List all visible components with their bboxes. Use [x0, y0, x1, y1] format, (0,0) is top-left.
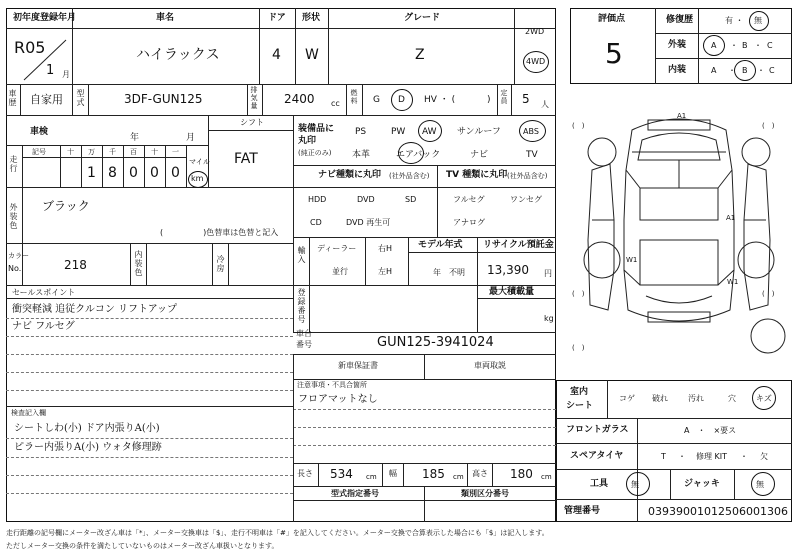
divider — [6, 354, 293, 355]
lbl-equip-sub: (純正のみ) — [298, 149, 332, 157]
mileage-col: 一 — [172, 148, 179, 156]
divider — [88, 84, 89, 115]
lbl-model-year: モデル年式 — [418, 240, 463, 250]
divider — [6, 457, 293, 458]
lbl-registration: 登録番号 — [297, 288, 306, 324]
divider — [655, 58, 792, 59]
divider — [247, 84, 248, 115]
divider — [293, 427, 556, 428]
lbl-class-no: 類別区分番号 — [461, 489, 509, 498]
divider — [556, 469, 792, 470]
insp-note-2: ピラー内張りA(小) ウォタ修理跡 — [14, 442, 162, 453]
lbl-model: 型式 — [76, 89, 85, 107]
reg-era: R05 — [14, 38, 46, 57]
lbl-height: 高さ — [472, 469, 488, 478]
score: 5 — [605, 37, 623, 70]
mark-right: A1 — [726, 214, 736, 222]
doors: 4 — [272, 47, 281, 63]
divider — [6, 28, 556, 29]
lbl-max-load: 最大積載量 — [489, 287, 535, 297]
spare-t: T — [661, 452, 666, 461]
divider — [6, 406, 293, 407]
divider — [6, 318, 293, 319]
windshield: A ・ ×要ス — [684, 426, 737, 435]
equip-leather: 本革 — [352, 150, 371, 160]
seat-opt: キズ — [756, 394, 772, 403]
hdr-door: ドア — [268, 13, 286, 23]
displacement: 2400 — [284, 92, 315, 106]
svg-text:( ): ( ) — [762, 122, 775, 130]
sales-point-2: ナビ フルセグ — [12, 321, 75, 332]
lbl-inspection-notes: 検査記入欄 — [11, 409, 46, 417]
divider — [165, 145, 166, 187]
lbl-mile: マイル — [189, 158, 210, 166]
tv-fullseg: フルセグ — [453, 195, 485, 204]
grade: Z — [415, 47, 425, 63]
lbl-right-h: 右H — [378, 244, 393, 253]
divider — [328, 8, 329, 84]
fuel-hv: HV ・ ( — [424, 95, 456, 105]
svg-text:( ): ( ) — [572, 122, 585, 130]
divider — [556, 443, 792, 444]
divider — [81, 145, 82, 187]
lbl-fuel: 燃料 — [350, 89, 358, 105]
fuel-d: D — [398, 95, 405, 105]
divider — [492, 463, 493, 486]
equip-sunroof: サンルーフ — [457, 127, 501, 137]
lbl-warranty: 新車保証書 — [338, 361, 378, 370]
chassis: GUN125-3941024 — [377, 335, 494, 350]
jack: 無 — [756, 480, 764, 489]
insp-note-1: シートしわ(小) ドア内張りA(小) — [14, 423, 160, 434]
repair-yes: 有 ・ — [725, 16, 744, 25]
lbl-recycle: リサイクル預託金 — [483, 240, 554, 250]
color-no: 218 — [64, 258, 87, 272]
spare-missing: 欠 — [760, 452, 768, 461]
lbl-interior-seat: 室内 — [570, 387, 589, 397]
hdr-car-name: 車名 — [156, 13, 175, 23]
lbl-mileage: 走行 — [9, 155, 18, 173]
divider — [146, 243, 147, 285]
divider — [477, 237, 478, 285]
width: 185 — [422, 467, 445, 481]
divider — [437, 165, 438, 237]
kg-unit: kg — [544, 314, 554, 323]
lbl-shift: シフト — [240, 118, 264, 127]
divider — [497, 84, 498, 115]
nav-dvd: DVD — [357, 195, 375, 204]
lbl-repair: 修復歴 — [666, 15, 694, 25]
divider — [208, 115, 209, 187]
fuel-close: ) — [487, 95, 491, 105]
sep: ・ — [730, 41, 738, 50]
equip-aw: AW — [422, 127, 437, 137]
divider — [607, 380, 608, 418]
divider — [655, 8, 656, 84]
usage: 自家用 — [30, 93, 63, 106]
divider — [293, 237, 556, 238]
lbl-usage: 車歴 — [8, 89, 17, 107]
footer-note-1: 走行距離の記号欄にメーター改ざん車は「*」、メーター交換車は「$」、走行不明車は「#」を記入してください。メーター交換で合算表示した場合にも「$」は記入します。 — [6, 529, 549, 537]
interior-c: C — [769, 66, 775, 75]
divider — [6, 298, 293, 299]
mileage-col-sign: 記号 — [32, 148, 46, 156]
lbl-nav-type: ナビ種類に丸印 — [318, 170, 382, 180]
lbl-color-no: カラー — [8, 252, 29, 260]
mileage-digit: 0 — [129, 165, 138, 181]
reg-month: 1 — [46, 63, 55, 78]
lbl-equip: 装備品に — [298, 124, 335, 134]
lbl-capacity: 定員 — [500, 89, 508, 105]
cm-unit: cm — [366, 473, 377, 481]
divider — [186, 145, 187, 187]
svg-text:( ): ( ) — [572, 290, 585, 298]
divider — [309, 285, 310, 332]
divider — [637, 418, 638, 522]
svg-text:( ): ( ) — [572, 344, 585, 352]
divider — [293, 165, 556, 166]
mileage-digit: 0 — [171, 165, 180, 181]
divider — [655, 33, 792, 34]
divider — [477, 298, 556, 299]
exterior-b: B — [742, 41, 748, 50]
divider — [293, 409, 556, 410]
drive-4wd: 4WD — [526, 57, 546, 66]
divider — [102, 145, 103, 187]
divider — [293, 463, 556, 464]
mark-fl-wheel: W1 — [626, 256, 638, 264]
divider — [212, 243, 213, 285]
lbl-interior: 内装 — [668, 65, 687, 75]
mileage-digit: 1 — [87, 165, 96, 181]
interior-a: A — [711, 66, 717, 75]
car-damage-diagram — [562, 100, 796, 376]
lbl-control-no: 管理番号 — [564, 506, 601, 516]
divider — [424, 354, 425, 379]
lbl-spare: スペアタイヤ — [570, 451, 624, 461]
divider — [6, 372, 293, 373]
divider — [6, 285, 556, 286]
equip-ps: PS — [355, 127, 367, 137]
lbl-cooler: 冷房 — [216, 255, 225, 273]
mileage-digit: 8 — [108, 165, 117, 181]
divider — [6, 390, 293, 391]
divider — [382, 463, 383, 486]
sales-point-1: 衝突軽減 追従クルコン リフトアップ — [12, 304, 178, 315]
lbl-sales-points: セールスポイント — [12, 288, 76, 297]
divider — [22, 187, 23, 243]
mileage-col: 百 — [130, 148, 137, 156]
shape: W — [305, 47, 319, 63]
capacity: 5 — [522, 92, 530, 106]
divider — [408, 237, 409, 285]
sep: ・ — [678, 452, 686, 461]
divider — [403, 463, 404, 486]
divider — [293, 354, 294, 522]
sep: ・ — [740, 452, 748, 461]
exterior-c: C — [767, 41, 773, 50]
equip-tv: TV — [526, 150, 538, 160]
divider — [514, 8, 515, 84]
model: 3DF-GUN125 — [124, 92, 203, 106]
hdr-grade: グレード — [404, 13, 441, 23]
lbl-chassis-2: 番号 — [296, 340, 312, 349]
lbl-windshield: フロントガラス — [566, 425, 629, 435]
divider — [6, 475, 293, 476]
divider — [6, 115, 556, 116]
divider — [318, 463, 319, 486]
lbl-length: 長さ — [297, 469, 313, 478]
lbl-left-h: 左H — [378, 267, 393, 276]
lbl-interior-seat-2: シート — [566, 401, 594, 411]
lbl-jack: ジャッキ — [684, 479, 720, 489]
lbl-color-no-2: No. — [8, 264, 22, 273]
divider — [293, 500, 556, 501]
lbl-dealer: ディーラー — [317, 244, 357, 253]
seat-opt: 汚れ — [688, 394, 704, 403]
recycle: 13,390 — [487, 263, 529, 277]
sep: ・ — [754, 41, 762, 50]
divider — [20, 84, 21, 115]
lbl-score: 評価点 — [598, 14, 626, 24]
divider — [259, 8, 260, 84]
seat-opt: 穴 — [728, 394, 736, 403]
divider — [698, 8, 699, 84]
divider — [408, 252, 556, 253]
lbl-notes: 注意事項・不具合箇所 — [297, 381, 367, 389]
divider — [208, 130, 293, 131]
color-note: ( )色替車は色替と記入 — [160, 228, 279, 237]
divider — [130, 243, 131, 285]
hdr-first-reg: 初年度登録年月 — [13, 13, 77, 23]
cc-unit: cc — [331, 99, 340, 108]
svg-text:( ): ( ) — [762, 290, 775, 298]
mark-fr-wheel: W1 — [727, 278, 739, 286]
divider — [293, 445, 556, 446]
mileage-digit: 0 — [150, 165, 159, 181]
divider — [556, 499, 792, 500]
divider — [60, 145, 61, 187]
cm-unit: cm — [541, 473, 552, 481]
lbl-tools: 工具 — [590, 479, 609, 489]
tv-analog: アナログ — [453, 218, 485, 227]
divider — [309, 237, 310, 285]
divider — [22, 157, 186, 158]
divider — [72, 84, 73, 115]
divider — [365, 237, 366, 285]
divider — [262, 84, 263, 115]
seat-opt: コゲ — [619, 394, 635, 403]
nav-cd: CD — [310, 218, 322, 227]
repair-no: 無 — [754, 16, 762, 25]
sep: ・ — [757, 66, 765, 75]
hdr-shape: 形状 — [302, 13, 321, 23]
lbl-width: 幅 — [389, 469, 397, 478]
length: 534 — [330, 467, 353, 481]
height: 180 — [510, 467, 533, 481]
divider — [362, 84, 363, 115]
lbl-nav-sub: (社外品含む) — [389, 172, 430, 180]
divider — [123, 145, 124, 187]
lbl-parallel: 並行 — [332, 267, 348, 276]
insp-month-unit: 月 — [186, 133, 196, 143]
equip-abs: ABS — [523, 127, 539, 136]
lbl-inspection: 車検 — [30, 127, 49, 137]
model-year: 年 不明 — [433, 268, 465, 277]
equip-pw: PW — [391, 127, 406, 137]
divider — [293, 115, 294, 187]
tv-oneseg: ワンセグ — [510, 195, 542, 204]
lbl-interior-color: 内装色 — [134, 250, 143, 277]
reg-month-unit: 月 — [62, 70, 70, 79]
footer-note-2: ただしメーター交換の条件を満たしていないものはメーター改ざん車扱いとなります。 — [6, 542, 279, 550]
divider — [6, 243, 293, 244]
mileage-col: 十 — [151, 148, 158, 156]
interior-b: B — [742, 66, 748, 75]
divider — [6, 493, 293, 494]
car-name: ハイラックス — [136, 47, 220, 63]
equip-airbag: エアバック — [396, 150, 441, 160]
lbl-km: km — [191, 174, 204, 183]
divider — [670, 469, 671, 499]
fuel-g: G — [373, 95, 380, 105]
divider — [144, 145, 145, 187]
lbl-type-no: 型式指定番号 — [331, 489, 379, 498]
divider — [346, 84, 347, 115]
lbl-equip-2: 丸印 — [298, 136, 317, 146]
control-no: 03939001012506001306 — [648, 505, 788, 518]
tools: 無 — [631, 480, 639, 489]
divider — [511, 84, 512, 115]
yen-unit: 円 — [544, 269, 552, 278]
sep: ・ — [728, 66, 736, 75]
divider — [6, 145, 208, 146]
divider — [22, 243, 23, 285]
capacity-unit: 人 — [541, 100, 549, 109]
divider — [293, 332, 556, 333]
divider — [295, 8, 296, 84]
divider — [293, 187, 294, 332]
seat-opt: 破れ — [652, 394, 668, 403]
lbl-exterior: 外装 — [668, 40, 687, 50]
lbl-tv-type: TV 種類に丸印 — [446, 170, 508, 180]
divider — [6, 336, 293, 337]
divider — [228, 243, 229, 285]
lbl-import: 輸入 — [297, 246, 306, 264]
shift: FAT — [234, 151, 258, 167]
notes: フロアマットなし — [298, 394, 378, 405]
lbl-tv-sub: (社外品含む) — [507, 172, 548, 180]
divider — [424, 486, 425, 522]
mileage-col: 万 — [88, 148, 95, 156]
mark-top: A1 — [677, 112, 687, 120]
nav-hdd: HDD — [308, 195, 327, 204]
nav-sd: SD — [405, 195, 417, 204]
equip-nav: ナビ — [470, 150, 489, 160]
divider — [22, 145, 23, 187]
divider — [467, 463, 468, 486]
exterior-a: A — [711, 41, 717, 50]
nav-dvd-play: DVD 再生可 — [346, 218, 391, 227]
lbl-manual: 車両取説 — [474, 361, 506, 370]
lbl-displacement: 排気量 — [250, 86, 258, 110]
exterior-color: ブラック — [42, 199, 90, 213]
mileage-col: 十 — [67, 148, 74, 156]
cm-unit: cm — [453, 473, 464, 481]
divider — [6, 438, 293, 439]
divider — [6, 187, 556, 188]
divider — [477, 285, 478, 332]
mileage-col: 千 — [109, 148, 116, 156]
divider — [293, 379, 556, 380]
divider — [734, 469, 735, 499]
divider — [556, 418, 792, 419]
lbl-chassis: 車台 — [296, 329, 312, 338]
insp-year-unit: 年 — [130, 133, 140, 143]
spare-kit: 修理 KIT — [696, 452, 728, 461]
lbl-exterior-color: 外装色 — [9, 203, 18, 230]
drive-2wd: 2WD — [525, 27, 545, 36]
